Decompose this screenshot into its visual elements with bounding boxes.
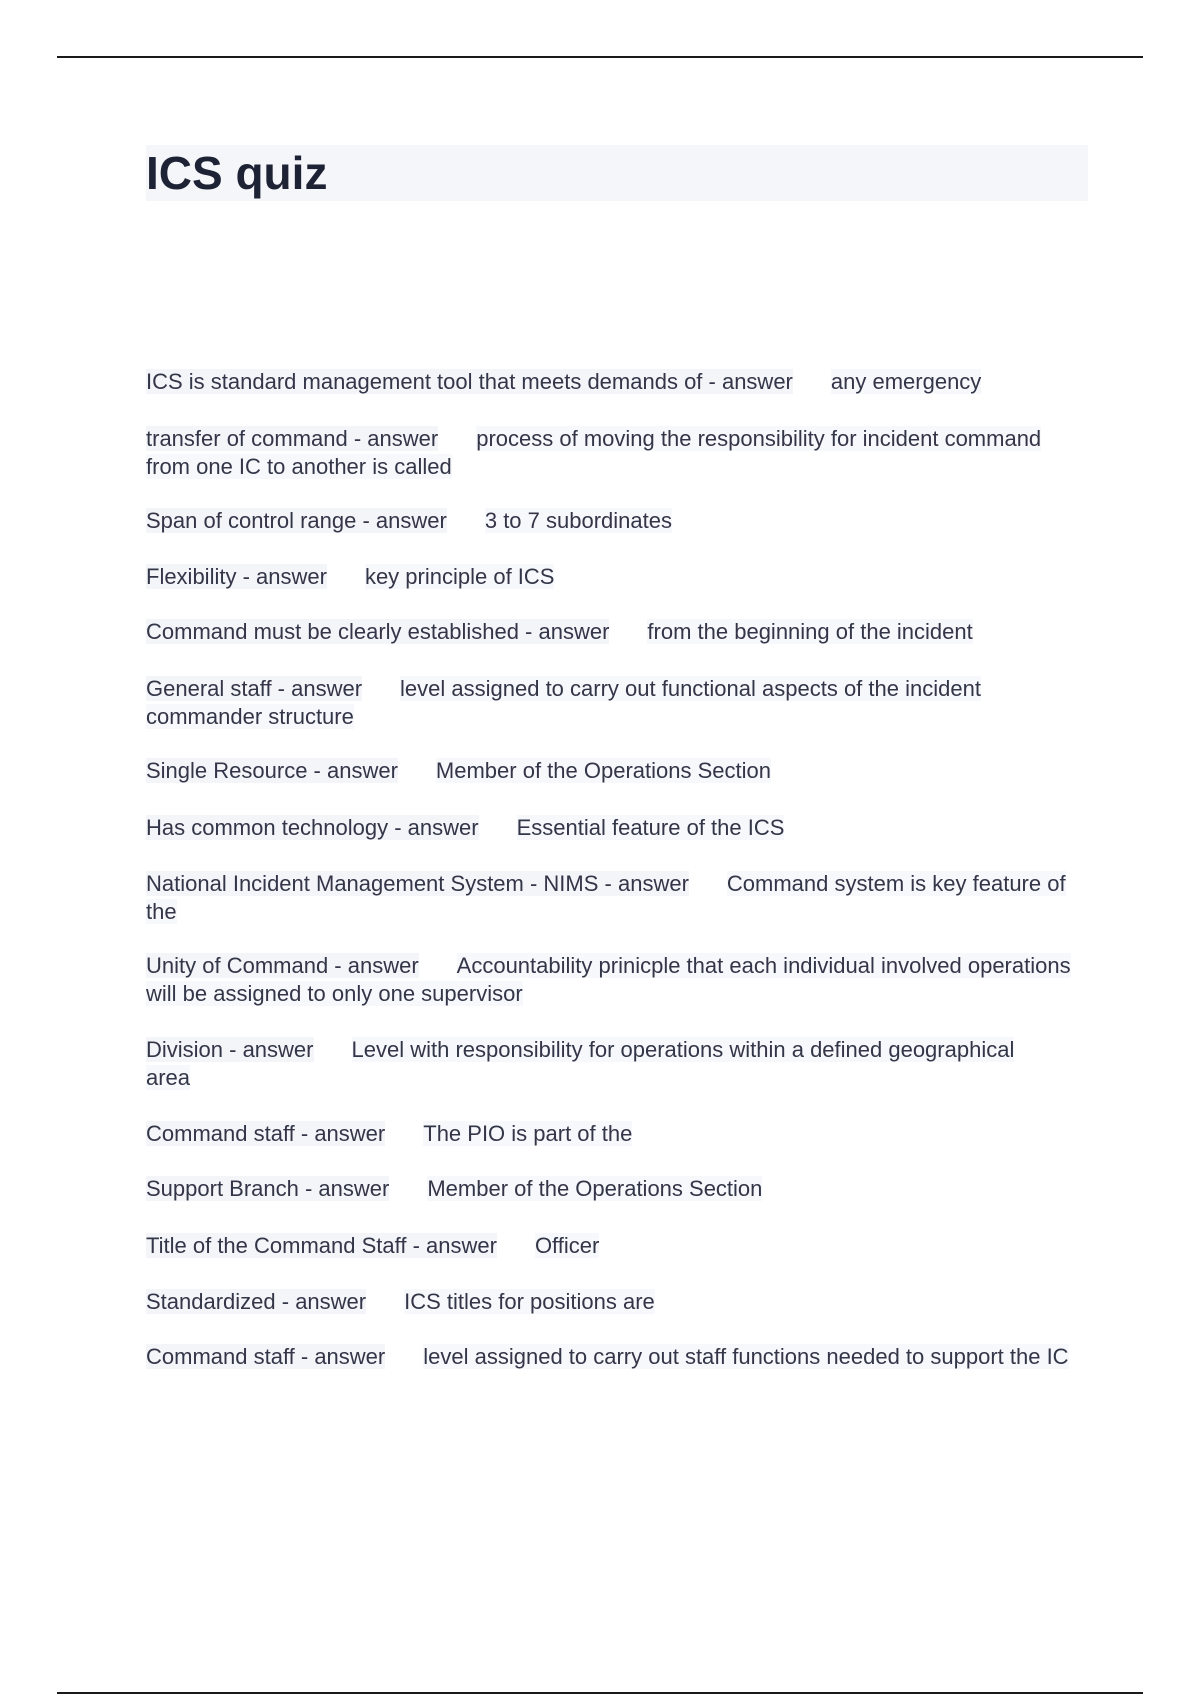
qa-question: General staff - answer: [146, 676, 363, 701]
qa-item: [146, 814, 1096, 842]
qa-question: Command must be clearly established - answer: [146, 619, 610, 644]
qa-question: Span of control range - answer: [146, 508, 447, 533]
qa-item: [146, 757, 1096, 785]
qa-answer: Level with responsibility for operations within a defined geographical area: [146, 1037, 1015, 1090]
qa-answer: Command system is key feature of the: [146, 871, 1066, 924]
qa-question: Flexibility - answer: [146, 564, 327, 589]
qa-question: Unity of Command - answer: [146, 953, 419, 978]
qa-item: [146, 1343, 1096, 1371]
qa-item: [146, 675, 1096, 731]
qa-answer: Member of the Operations Section: [435, 758, 771, 783]
qa-question: Division - answer: [146, 1037, 314, 1062]
qa-question: Standardized - answer: [146, 1289, 367, 1314]
qa-answer: any emergency: [830, 369, 982, 394]
qa-item: [146, 563, 1096, 591]
bottom-divider: [57, 1692, 1143, 1694]
qa-item: [146, 1175, 1096, 1203]
qa-answer: The PIO is part of the: [423, 1121, 633, 1146]
qa-item: [146, 1288, 1096, 1316]
qa-answer: Essential feature of the ICS: [516, 815, 785, 840]
qa-question: transfer of command - answer: [146, 426, 439, 451]
qa-question: Title of the Command Staff - answer: [146, 1233, 497, 1258]
qa-item: [146, 1120, 1096, 1148]
page-title: ICS quiz: [146, 147, 328, 199]
top-divider: [57, 56, 1143, 58]
title-block: [146, 145, 1088, 201]
qa-item: [146, 425, 1046, 481]
qa-answer: level assigned to carry out staff functions needed to support the IC: [423, 1344, 1069, 1369]
qa-item: [146, 507, 1096, 535]
qa-answer: Member of the Operations Section: [427, 1176, 763, 1201]
qa-question: Single Resource - answer: [146, 758, 398, 783]
qa-answer: 3 to 7 subordinates: [484, 508, 672, 533]
qa-answer: ICS titles for positions are: [404, 1289, 655, 1314]
qa-answer: from the beginning of the incident: [647, 619, 973, 644]
qa-item: [146, 870, 1066, 926]
qa-answer: key principle of ICS: [364, 564, 555, 589]
qa-question: Has common technology - answer: [146, 815, 479, 840]
qa-item: [146, 1232, 1096, 1260]
qa-item: [146, 952, 1076, 1008]
qa-question: ICS is standard management tool that meets demands of - answer: [146, 369, 793, 394]
qa-question: Command staff - answer: [146, 1121, 386, 1146]
qa-answer: level assigned to carry out functional aspects of the incident commander structure: [146, 676, 981, 729]
qa-item: [146, 618, 1096, 646]
qa-item: [146, 368, 1096, 396]
qa-question: Support Branch - answer: [146, 1176, 390, 1201]
qa-question: Command staff - answer: [146, 1344, 386, 1369]
qa-answer: process of moving the responsibility for incident command from one IC to another is called: [146, 426, 1042, 479]
qa-question: National Incident Management System - NIMS - answer: [146, 871, 689, 896]
qa-answer: Officer: [534, 1233, 600, 1258]
qa-item: [146, 1036, 1046, 1092]
qa-answer: Accountability prinicple that each individual involved operations will be assigned to only one supervisor: [146, 953, 1071, 1006]
